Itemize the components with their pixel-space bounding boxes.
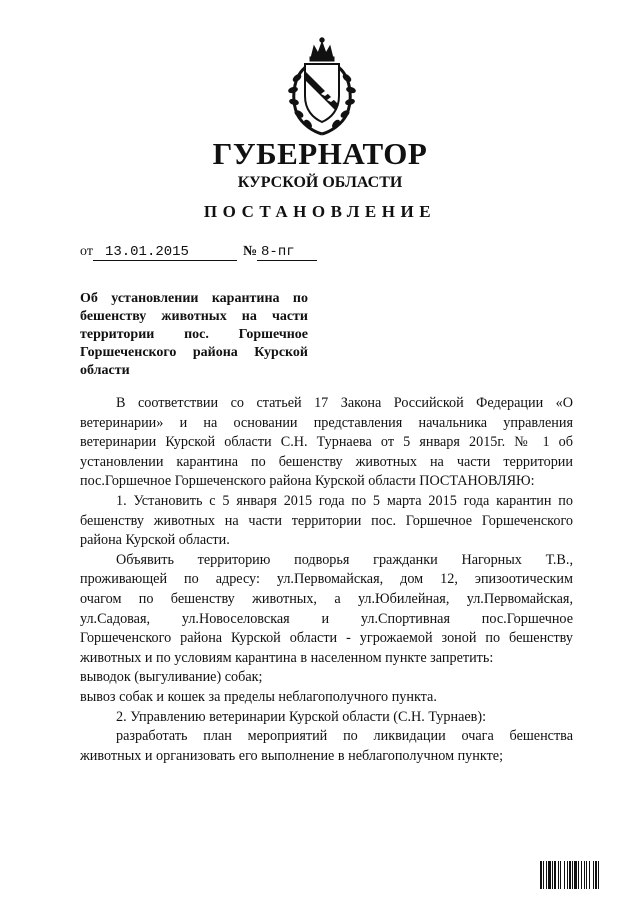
body-line: разработать план мероприятий по ликвидации очага бешенства bbox=[116, 728, 573, 745]
body-line: района Курской области. bbox=[80, 532, 230, 549]
subject-line: бешенству животных на части bbox=[80, 309, 308, 324]
subject-block bbox=[80, 290, 308, 380]
document-type: ПОСТАНОВЛЕНИЕ bbox=[203, 202, 437, 221]
body-line: бешенству животных на части территории пос. Горшечное Горшеченского bbox=[80, 512, 573, 529]
header-title: ГУБЕРНАТОР bbox=[212, 136, 428, 171]
subject-line: Горшеченского района Курской bbox=[80, 345, 308, 360]
body-line: 1. Установить с 5 января 2015 года по 5 марта 2015 года карантин по bbox=[116, 492, 573, 509]
number-label: № bbox=[242, 244, 258, 259]
from-label: от bbox=[80, 244, 93, 259]
barcode-icon bbox=[540, 861, 624, 889]
date-number-line bbox=[80, 244, 317, 261]
body-line: выводок (выгуливание) собак; bbox=[80, 669, 263, 686]
coat-of-arms-icon bbox=[283, 36, 361, 136]
body-line: животных и по условиям карантина в населенном пункте запретить: bbox=[80, 649, 494, 666]
body-line: Объявить территорию подворья гражданки Нагорных Т.В., bbox=[116, 551, 573, 568]
body-line: проживающей по адресу: ул.Первомайская, дом 12, эпизоотическим bbox=[80, 571, 573, 588]
document-date: 13.01.2015 bbox=[93, 244, 237, 261]
body-line: ветеринарии» и на основании представления начальника управления bbox=[80, 414, 573, 431]
subject-line: территории пос. Горшечное bbox=[80, 327, 308, 342]
document-body bbox=[80, 394, 573, 766]
body-line: Горшеченского района Курской области - угрожаемой зоной по бешенству bbox=[80, 630, 573, 647]
subject-line: Об установлении карантина по bbox=[80, 291, 308, 306]
body-line: В соответствии со статьей 17 Закона Российской Федерации «О bbox=[116, 395, 573, 411]
subject-line: области bbox=[80, 363, 130, 378]
body-line: ул.Садовая, ул.Новоселовская и ул.Спортивная пос.Горшечное bbox=[80, 610, 573, 627]
body-line: 2. Управлению ветеринарии Курской области (С.Н. Турнаев): bbox=[116, 708, 487, 725]
body-line: очагом по бешенству животных, а ул.Юбилейная, ул.Первомайская, bbox=[80, 590, 573, 607]
document-number: 8-пг bbox=[257, 244, 317, 261]
body-line: ветеринарии Курской области С.Н. Турнаева от 5 января 2015г. № 1 об bbox=[80, 434, 573, 451]
body-line: установлении карантина по бешенству животных на части территории bbox=[80, 453, 573, 470]
header-region: КУРСКОЙ ОБЛАСТИ bbox=[237, 174, 403, 191]
body-line: животных и организовать его выполнение в неблагополучном пункте; bbox=[80, 747, 504, 764]
body-line: вывоз собак и кошек за пределы неблагополучного пункта. bbox=[80, 688, 437, 705]
body-line: пос.Горшечное Горшеченского района Курской области ПОСТАНОВЛЯЮ: bbox=[80, 473, 535, 490]
